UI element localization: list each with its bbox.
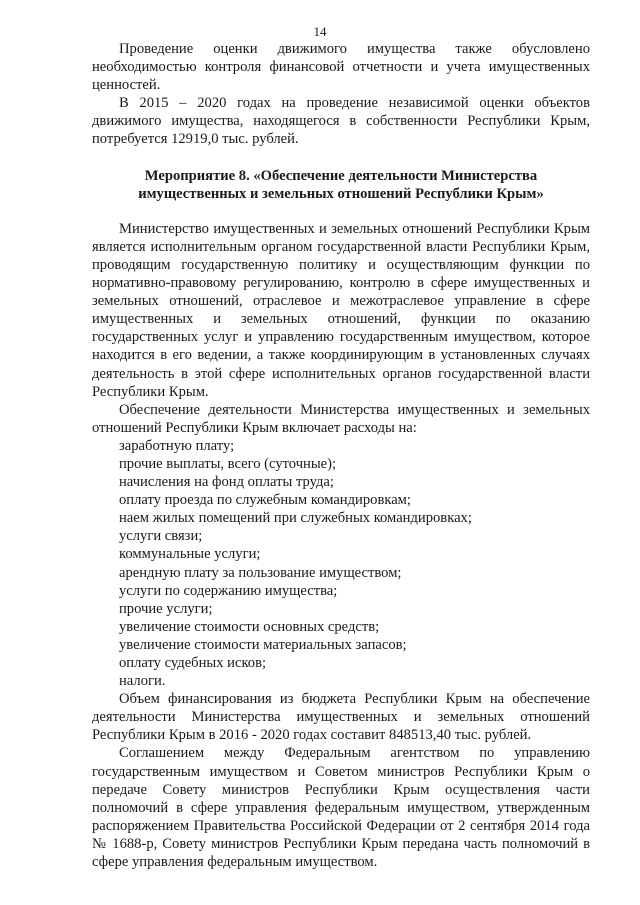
paragraph-expenses-intro: Обеспечение деятельности Министерства имущественных и земельных отношений Республики Крым включает расходы на: (92, 401, 590, 436)
list-item: коммунальные услуги; (119, 546, 261, 563)
list-item: оплату судебных исков; (119, 655, 267, 671)
list-item: прочие услуги; (119, 600, 213, 617)
paragraph-agreement: Соглашением между Федеральным агентством по управлению государственным имуществом и Советом министров Республики Крым о передаче Совету министров Республики Крым осуществления части полномочий в сфере управления федеральным имуществом, утвержденным распоряжением Правительства Российской Федерации от 2 сентября 2014 года № 1688-р, Совету министров Республики Крым передана часть полномочий в сфере управления федеральным имуществом. (92, 745, 590, 871)
page-number: 14 (313, 24, 327, 39)
section-heading: Мероприятие 8. «Обеспечение деятельности Министерства имущественных и земельных отношений Республики Крым» (138, 167, 544, 202)
paragraph-asset-valuation-cost: В 2015 – 2020 годах на проведение независимой оценки объектов движимого имущества, находящегося в собственности Республики Крым, потребуется 12919,0 тыс. рублей. (92, 95, 590, 148)
list-item: оплату проезда по служебным командировкам; (119, 492, 411, 509)
list-item: налоги. (119, 673, 166, 690)
list-item: услуги по содержанию имущества; (119, 582, 338, 599)
expense-list (92, 437, 590, 690)
paragraph-ministry-description: Министерство имущественных и земельных отношений Республики Крым является исполнительным органом государственной власти Республики Крым, проводящим государственную политику и осуществляющим функции по нормативно-правовому регулированию, контролю в сфере имущественных и земельных отношений, отраслевое и межотраслевое управление в сфере имущественных и земельных отношений, функции по оказанию государственных услуг и управлению государственным имуществом, которое находится в его ведении, а также координирующим в установленных случаях деятельность в этой сфере исполнительных органов государственной власти Республики Крым. (92, 220, 590, 400)
paragraph-funding-volume: Объем финансирования из бюджета Республики Крым на обеспечение деятельности Министерства имущественных и земельных отношений Республики Крым в 2016 - 2020 годах составит 848513,40 тыс. рублей. (92, 691, 590, 744)
list-item: услуги связи; (119, 528, 203, 545)
list-item: арендную плату за пользование имуществом; (119, 564, 402, 581)
list-item: заработную плату; (119, 437, 235, 454)
list-item: начисления на фонд оплаты труда; (119, 474, 334, 491)
list-item: наем жилых помещений при служебных командировках; (119, 510, 472, 527)
list-item: увеличение стоимости материальных запасов; (119, 636, 407, 653)
list-item: увеличение стоимости основных средств; (119, 618, 380, 635)
paragraph-asset-valuation-rationale: Проведение оценки движимого имущества также обусловлено необходимостью контроля финансовой отчетности и учета имущественных ценностей. (92, 41, 590, 94)
list-item: прочие выплаты, всего (суточные); (119, 455, 337, 472)
page-content (92, 40, 590, 871)
